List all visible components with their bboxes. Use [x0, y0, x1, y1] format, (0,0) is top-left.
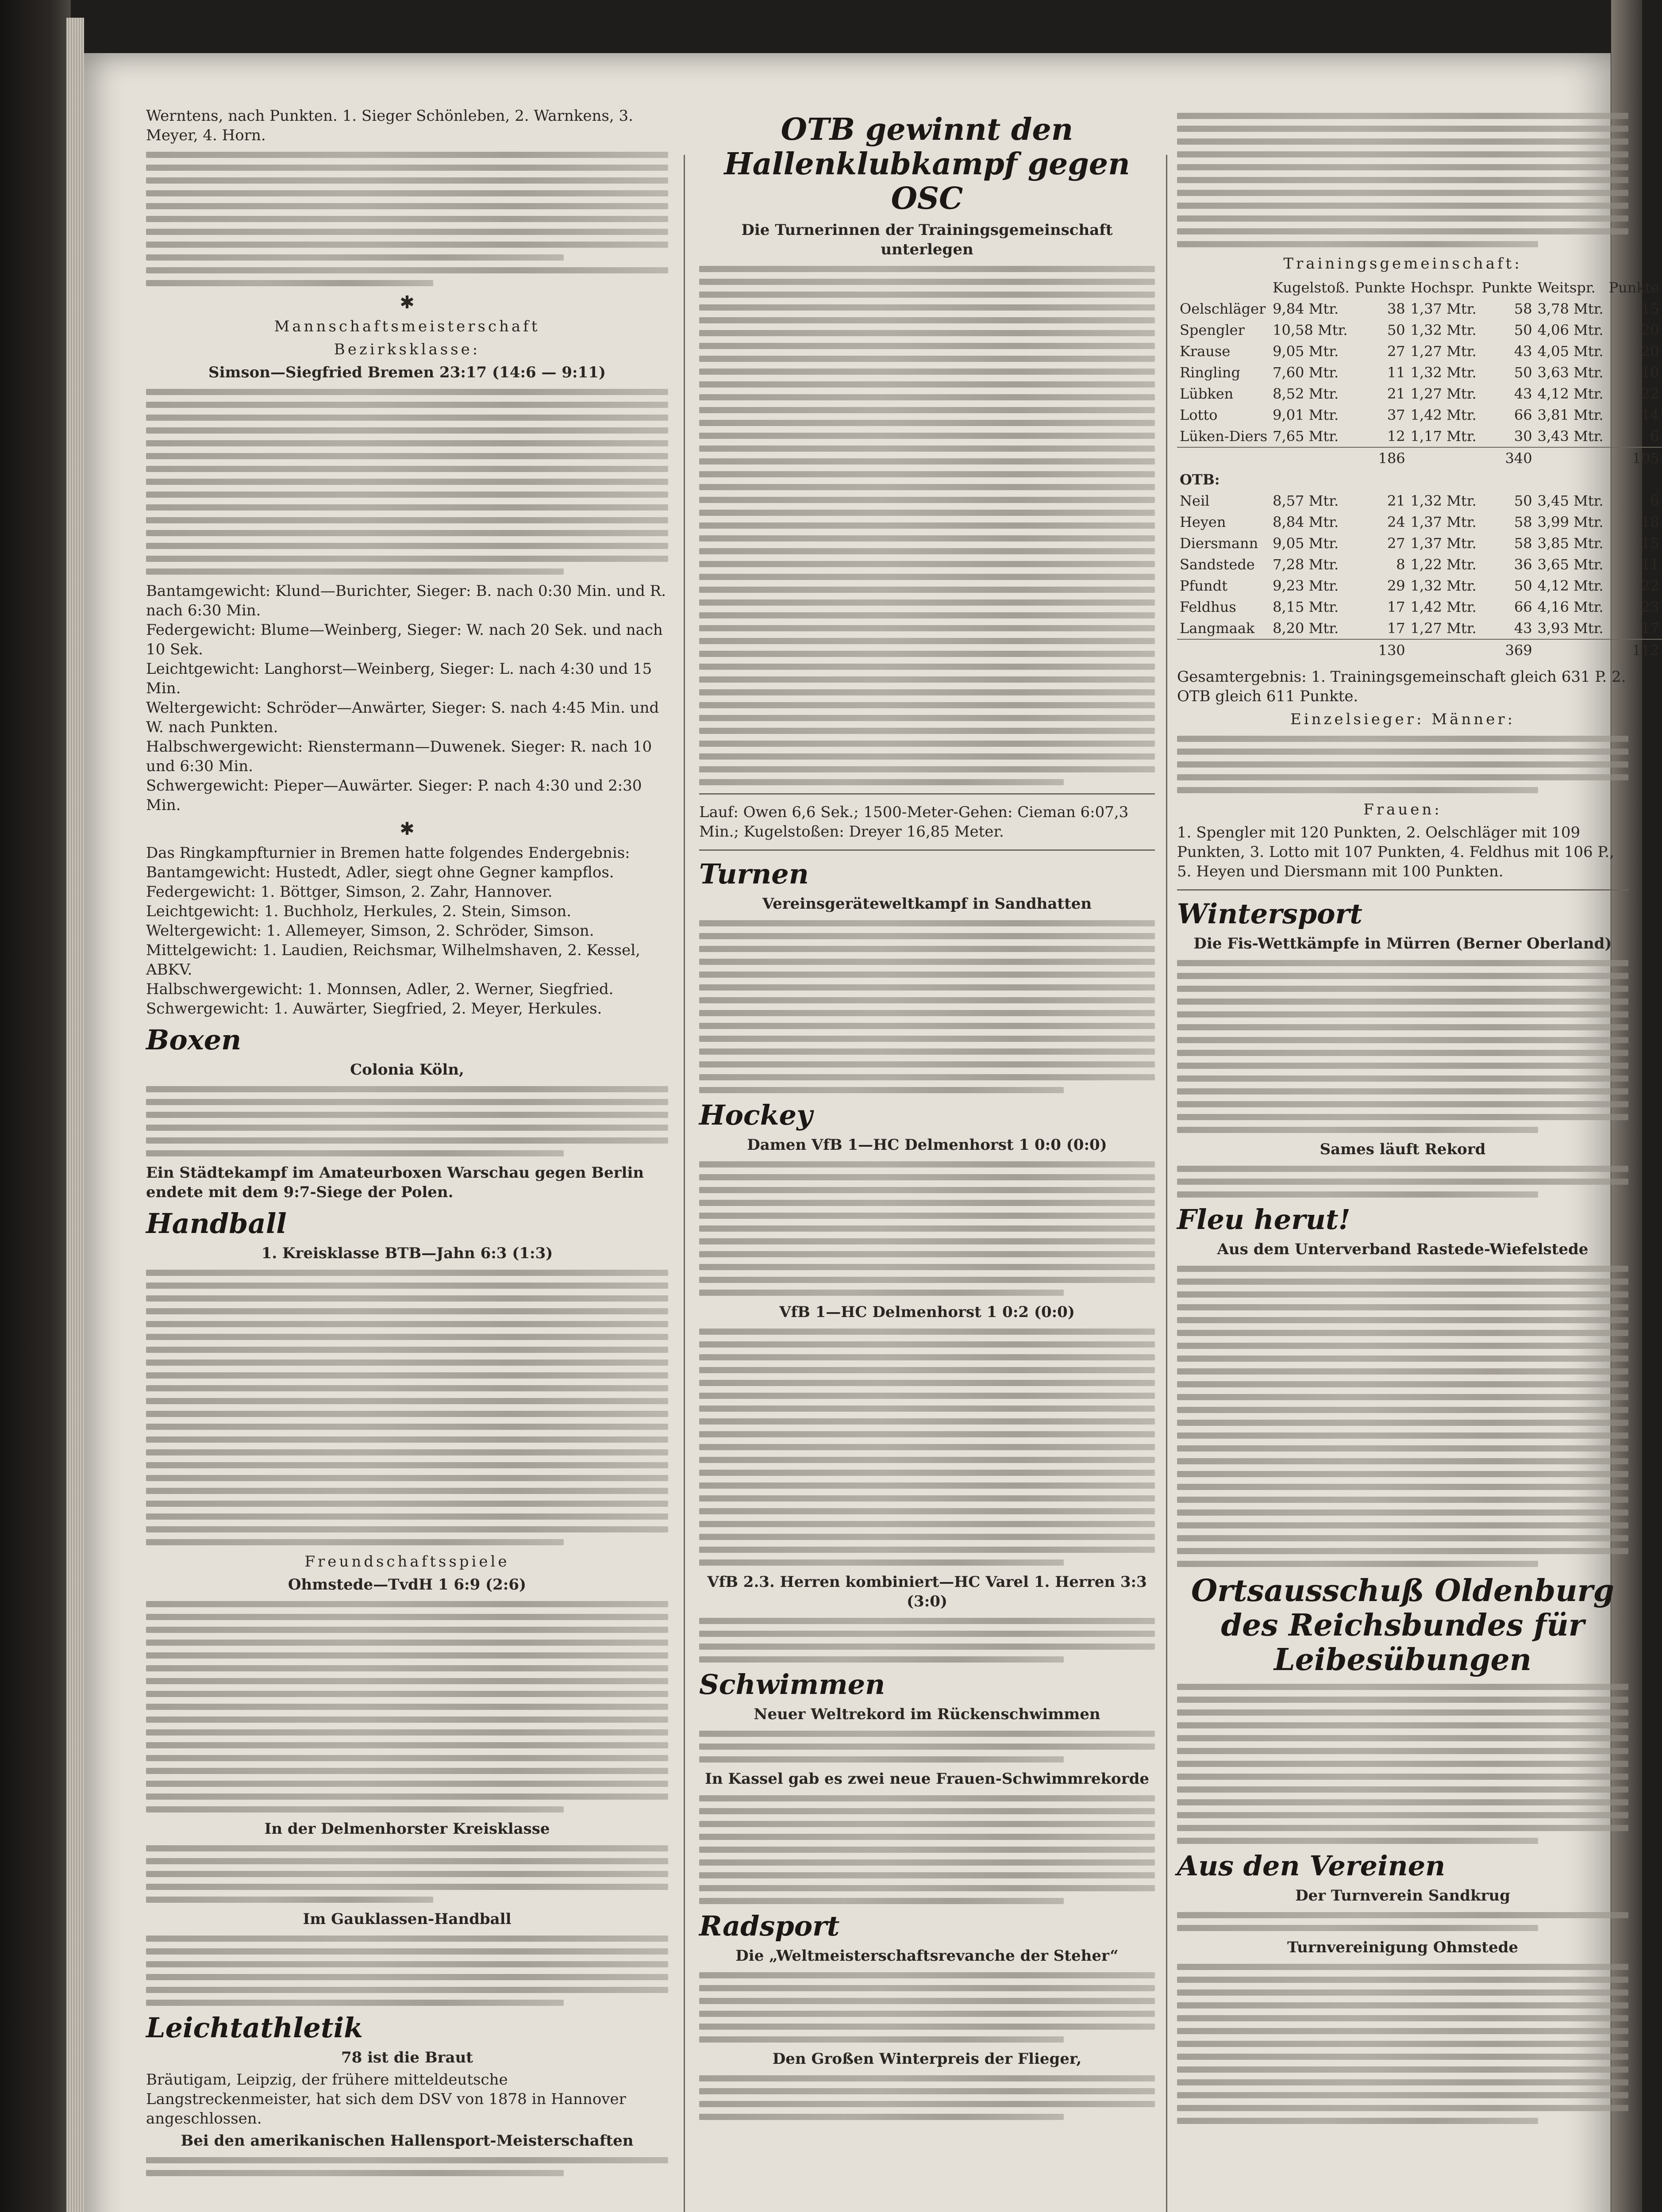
- tournament-heading: Das Ringkampfturnier in Bremen hatte folgendes Endergebnis:: [146, 844, 630, 862]
- body-text: [699, 1329, 1155, 1566]
- table-cell: 1,32 Mtr.: [1410, 492, 1477, 509]
- table-row: [1177, 383, 1662, 404]
- table-row: [1177, 554, 1662, 575]
- team-match: Simson—Siegfried Bremen 23:17 (14:6 — 9:11): [208, 364, 606, 381]
- page-edges: [66, 18, 84, 2212]
- table-row: [1177, 490, 1662, 511]
- friendly-match: Ohmstede—TvdH 1 6:9 (2:6): [288, 1576, 527, 1594]
- main-headline: OTB gewinnt den Hallenklubkampf gegen OSC: [724, 112, 1130, 216]
- section-heading-swimming: Schwimmen: [699, 1668, 885, 1701]
- body-text: [146, 1270, 668, 1545]
- delmenhorst-subheading: In der Delmenhorster Kreisklasse: [264, 1820, 550, 1838]
- athlete-name: Diersmann: [1180, 535, 1258, 552]
- hockey-subheading: VfB 1—HC Delmenhorst 1 0:2 (0:0): [779, 1303, 1075, 1321]
- table-cell: 50: [1514, 492, 1532, 509]
- table-cell: 3,78 Mtr.: [1537, 300, 1604, 317]
- total-cell: [1535, 447, 1606, 469]
- table-cell: 1,37 Mtr.: [1410, 514, 1477, 530]
- athlete-name: Heyen: [1180, 514, 1226, 530]
- table-cell: 15: [1641, 300, 1659, 317]
- indoor-subheading: Bei den amerikanischen Hallensport-Meisterschaften: [181, 2132, 634, 2150]
- table-cell: 1,22 Mtr.: [1410, 556, 1477, 573]
- table-cell: 38: [1387, 300, 1405, 317]
- athlete-name: Lübken: [1180, 385, 1234, 402]
- table-cell: 21: [1387, 385, 1405, 402]
- total-cell: 112: [1606, 639, 1662, 661]
- total-cell: [1177, 639, 1270, 661]
- handball-subheading: 1. Kreisklasse BTB—Jahn 6:3 (1:3): [261, 1244, 553, 1262]
- tournament-result: Federgewicht: 1. Böttger, Simson, 2. Zahr, Hannover.: [146, 883, 553, 901]
- table-cell: 1,42 Mtr.: [1410, 599, 1477, 615]
- tournament-result: Mittelgewicht: 1. Laudien, Reichsmar, Wilhelmshaven, 2. Kessel, ABKV.: [146, 941, 640, 979]
- table-cell: 3,85 Mtr.: [1537, 535, 1604, 552]
- body-text: [146, 1086, 668, 1156]
- body-text: [146, 1845, 668, 1903]
- table-cell: 1,32 Mtr.: [1410, 577, 1477, 594]
- table-cell: 17: [1641, 620, 1659, 637]
- table-header-cell: Weitspr.: [1537, 279, 1596, 296]
- table-cell: 11: [1641, 556, 1659, 573]
- total-cell: [1270, 447, 1352, 469]
- table-cell: 27: [1387, 343, 1405, 360]
- table-cell: 8: [1396, 556, 1405, 573]
- friendly-heading: Freundschaftsspiele: [304, 1553, 510, 1571]
- section-heading-clubs: Aus den Vereinen: [1177, 1850, 1446, 1882]
- weight-class-entry: Schwergewicht: Pieper—Auwärter. Sieger: P. nach 4:30 und 2:30 Min.: [146, 777, 642, 814]
- body-text: [699, 1972, 1155, 2043]
- table-header-cell: Hochspr.: [1410, 279, 1475, 296]
- body-text: [1177, 1266, 1628, 1567]
- athlete-name: Krause: [1180, 343, 1231, 360]
- table-cell: 8,15 Mtr.: [1273, 599, 1339, 615]
- total-cell: [1408, 447, 1479, 469]
- hockey-subheading: VfB 2.3. Herren kombiniert—HC Varel 1. Herren 3:3 (3:0): [707, 1573, 1147, 1610]
- table-cell: 3,93 Mtr.: [1537, 620, 1604, 637]
- tournament-result: Weltergewicht: 1. Allemeyer, Simson, 2. Schröder, Simson.: [146, 922, 594, 940]
- table-cell: 36: [1514, 556, 1532, 573]
- table-cell: 4,12 Mtr.: [1537, 385, 1604, 402]
- otb-label-row: [1177, 469, 1662, 490]
- body-text: [146, 1936, 668, 2006]
- section-heading-oldenburg: Ortsausschuß Oldenburg des Reichsbundes für Leibesübungen: [1191, 1573, 1615, 1678]
- total-cell: 105: [1606, 447, 1662, 469]
- weight-class-list: [146, 581, 668, 815]
- section-heading-handball: Handball: [146, 1207, 287, 1240]
- body-text: [699, 1795, 1155, 1904]
- book-binding-left: [0, 0, 71, 2212]
- table-cell: 66: [1514, 599, 1532, 615]
- table-cell: 3,45 Mtr.: [1537, 492, 1604, 509]
- section-heading-boxing: Boxen: [146, 1024, 242, 1056]
- table-cell: 15: [1641, 535, 1659, 552]
- table-cell: 6: [1650, 492, 1659, 509]
- table-cell: 23: [1641, 599, 1659, 615]
- table-cell: 43: [1514, 620, 1532, 637]
- swim-subheading: In Kassel gab es zwei neue Frauen-Schwimmrekorde: [704, 1770, 1150, 1788]
- results-table: [1177, 277, 1662, 661]
- table-cell: 4,12 Mtr.: [1537, 577, 1604, 594]
- body-text: [1177, 1684, 1628, 1844]
- table-row: [1177, 341, 1662, 362]
- table-cell: 20: [1641, 322, 1659, 338]
- table-cell: 8,57 Mtr.: [1273, 492, 1339, 509]
- table-row: [1177, 298, 1662, 319]
- table-cell: 3,63 Mtr.: [1537, 364, 1604, 381]
- weight-class-entry: Halbschwergewicht: Rienstermann—Duwenek. Sieger: R. nach 10 und 6:30 Min.: [146, 738, 652, 775]
- table-cell: 6: [1650, 428, 1659, 445]
- cycling-subheading: Die „Weltmeisterschaftsrevanche der Steher“: [735, 1947, 1119, 1965]
- table-cell: 30: [1514, 428, 1532, 445]
- table-header-row: [1177, 277, 1662, 298]
- table-cell: 1,32 Mtr.: [1410, 322, 1477, 338]
- tournament-results: [146, 863, 668, 1018]
- table-cell: 8,52 Mtr.: [1273, 385, 1339, 402]
- athlete-name: Lüken-Diers: [1180, 428, 1268, 445]
- body-text: [146, 1601, 668, 1813]
- tournament-result: Leichtgewicht: 1. Buchholz, Herkules, 2. Stein, Simson.: [146, 902, 572, 920]
- table-cell: 50: [1514, 364, 1532, 381]
- table-cell: 4,06 Mtr.: [1537, 322, 1604, 338]
- table-cell: 7,65 Mtr.: [1273, 428, 1339, 445]
- clubs-subheading: Turnvereinigung Ohmstede: [1287, 1939, 1519, 1956]
- column-rule-left: [684, 155, 685, 2212]
- table-cell: 4,05 Mtr.: [1537, 343, 1604, 360]
- total-cell: [1535, 639, 1606, 661]
- table-row: [1177, 618, 1662, 639]
- boxing-closing: Ein Städtekampf im Amateurboxen Warschau gegen Berlin endete mit dem 9:7-Siege der Polen.: [146, 1164, 644, 1201]
- table-header-cell: [1177, 277, 1270, 298]
- intro-line: Werntens, nach Punkten. 1. Sieger Schönleben, 2. Warnkens, 3. Meyer, 4. Horn.: [146, 107, 633, 144]
- table-row: [1177, 533, 1662, 554]
- table-header-cell: Punkte: [1608, 279, 1659, 296]
- table-cell: 17: [1387, 599, 1405, 615]
- body-text: [699, 1731, 1155, 1763]
- athlete-name: Feldhus: [1180, 599, 1236, 615]
- table-cell: 50: [1514, 577, 1532, 594]
- table-row: [1177, 575, 1662, 596]
- table-cell: 9,01 Mtr.: [1273, 407, 1339, 423]
- section-divider: ✱: [400, 292, 415, 313]
- section-heading-cycling: Radsport: [699, 1910, 840, 1942]
- table-cell: 9,05 Mtr.: [1273, 343, 1339, 360]
- table-cell: 14: [1641, 407, 1659, 423]
- gauklassen-subheading: Im Gauklassen-Handball: [303, 1910, 512, 1928]
- table-cell: 8,84 Mtr.: [1273, 514, 1339, 530]
- table-cell: 43: [1514, 343, 1532, 360]
- table-cell: 7,28 Mtr.: [1273, 556, 1339, 573]
- athletics-subheading: 78 ist die Braut: [341, 2049, 473, 2066]
- column-left: [146, 106, 668, 2212]
- athlete-name: Langmaak: [1180, 620, 1255, 637]
- body-text: [699, 266, 1155, 785]
- overall-result: Gesamtergebnis: 1. Trainingsgemeinschaft gleich 631 P. 2. OTB gleich 611 Punkte.: [1177, 668, 1626, 705]
- section-heading-athletics: Leichtathletik: [146, 2012, 363, 2044]
- main-subheading: Die Turnerinnen der Trainingsgemeinschaft unterlegen: [741, 221, 1113, 258]
- table-cell: 58: [1514, 300, 1532, 317]
- table-cell: 8,20 Mtr.: [1273, 620, 1339, 637]
- table-cell: 3,43 Mtr.: [1537, 428, 1604, 445]
- section-rule: [699, 793, 1155, 795]
- table-title: Trainingsgemeinschaft:: [1283, 255, 1522, 273]
- table-cell: 7,60 Mtr.: [1273, 364, 1339, 381]
- table-cell: 1,27 Mtr.: [1410, 343, 1477, 360]
- section-heading-turnen: Turnen: [699, 858, 809, 890]
- body-text: [1177, 1964, 1628, 2124]
- weight-class-entry: Bantamgewicht: Klund—Burichter, Sieger: B. nach 0:30 Min. und R. nach 6:30 Min.: [146, 582, 666, 619]
- total-cell: [1408, 639, 1479, 661]
- table-cell: 3,99 Mtr.: [1537, 514, 1604, 530]
- table-cell: 29: [1387, 577, 1405, 594]
- tournament-result: Halbschwergewicht: 1. Monnsen, Adler, 2. Werner, Siegfried.: [146, 980, 614, 998]
- table-cell: 58: [1514, 514, 1532, 530]
- body-text: [1177, 113, 1628, 247]
- table-total-row: [1177, 639, 1662, 661]
- table-cell: 66: [1514, 407, 1532, 423]
- section-rule: [1177, 889, 1628, 891]
- table-cell: 12: [1387, 428, 1405, 445]
- table-header-cell: Punkte: [1481, 279, 1532, 296]
- athlete-name: Spengler: [1180, 322, 1245, 338]
- single-winners-title: Einzelsieger: Männer:: [1290, 710, 1516, 728]
- total-cell: [1177, 447, 1270, 469]
- table-cell: 1,17 Mtr.: [1410, 428, 1477, 445]
- table-cell: 37: [1387, 407, 1405, 423]
- section-rule: [699, 849, 1155, 851]
- table-cell: 1,37 Mtr.: [1410, 535, 1477, 552]
- athletics-text: Bräutigam, Leipzig, der frühere mitteldeutsche Langstreckenmeister, hat sich dem DSV von 1878 in Hannover angeschlossen.: [146, 2071, 626, 2128]
- table-cell: 50: [1514, 322, 1532, 338]
- body-text: [146, 389, 668, 575]
- athlete-name: Lotto: [1180, 407, 1218, 423]
- table-row: [1177, 596, 1662, 618]
- table-cell: 11: [1387, 364, 1405, 381]
- women-results: 1. Spengler mit 120 Punkten, 2. Oelschläger mit 109 Punkten, 3. Lotto mit 107 Punkten, 4. Feldhus mit 106 P., 5. Heyen und Diersmann mit 100 Punkten.: [1177, 824, 1615, 880]
- table-header-cell: Punkte: [1354, 279, 1405, 296]
- body-text: [699, 2075, 1155, 2120]
- total-cell: 369: [1479, 639, 1535, 661]
- table-row: [1177, 511, 1662, 533]
- team-subtitle: Bezirksklasse:: [334, 341, 481, 358]
- fleu-subheading: Aus dem Unterverband Rastede-Wiefelstede: [1217, 1240, 1589, 1258]
- table-cell: 3,65 Mtr.: [1537, 556, 1604, 573]
- section-heading-hockey: Hockey: [699, 1099, 813, 1131]
- training-rows: [1177, 298, 1662, 447]
- lauf-line: Lauf: Owen 6,6 Sek.; 1500-Meter-Gehen: Cieman 6:07,3 Min.; Kugelstoßen: Dreyer 16,85 Meter.: [699, 803, 1129, 841]
- athlete-name: Sandstede: [1180, 556, 1255, 573]
- otb-label: OTB:: [1180, 471, 1220, 488]
- table-cell: 50: [1387, 322, 1405, 338]
- table-cell: 22: [1641, 577, 1659, 594]
- table-row: [1177, 426, 1662, 447]
- table-cell: 17: [1387, 620, 1405, 637]
- turnen-subheading: Vereinsgeräteweltkampf in Sandhatten: [762, 895, 1092, 913]
- athlete-name: Ringling: [1180, 364, 1240, 381]
- cycling-subheading: Den Großen Winterpreis der Flieger,: [772, 2050, 1082, 2068]
- table-cell: 9,84 Mtr.: [1273, 300, 1339, 317]
- table-header-cell: Kugelstoß.: [1273, 279, 1350, 296]
- weight-class-entry: Federgewicht: Blume—Weinberg, Sieger: W. nach 20 Sek. und nach 10 Sek.: [146, 621, 663, 658]
- table-cell: 1,37 Mtr.: [1410, 300, 1477, 317]
- table-cell: 10: [1641, 364, 1659, 381]
- section-heading-fleu: Fleu herut!: [1177, 1203, 1350, 1236]
- table-cell: 1,27 Mtr.: [1410, 385, 1477, 402]
- table-cell: 20: [1641, 343, 1659, 360]
- table-cell: 18: [1641, 514, 1659, 530]
- table-cell: 9,05 Mtr.: [1273, 535, 1339, 552]
- table-cell: 9,23 Mtr.: [1273, 577, 1339, 594]
- boxing-subheading: Colonia Köln,: [350, 1061, 464, 1079]
- total-cell: [1270, 639, 1352, 661]
- total-cell: 186: [1352, 447, 1408, 469]
- table-cell: 3,81 Mtr.: [1537, 407, 1604, 423]
- body-text: [699, 920, 1155, 1093]
- body-text: [1177, 1912, 1628, 1931]
- body-text: [699, 1618, 1155, 1663]
- hockey-subheading: Damen VfB 1—HC Delmenhorst 1 0:0 (0:0): [747, 1136, 1107, 1154]
- table-cell: 1,32 Mtr.: [1410, 364, 1477, 381]
- table-cell: 43: [1514, 385, 1532, 402]
- table-cell: 10,58 Mtr.: [1273, 322, 1348, 338]
- athlete-name: Pfundt: [1180, 577, 1227, 594]
- body-text: [1177, 1166, 1628, 1198]
- table-row: [1177, 319, 1662, 341]
- body-text: [1177, 960, 1628, 1133]
- winter-subheading: Die Fis-Wettkämpfe in Mürren (Berner Oberland): [1193, 935, 1612, 952]
- tournament-result: Schwergewicht: 1. Auwärter, Siegfried, 2. Meyer, Herkules.: [146, 1000, 602, 1018]
- athlete-name: Neil: [1180, 492, 1210, 509]
- weight-class-entry: Leichtgewicht: Langhorst—Weinberg, Sieger: L. nach 4:30 und 15 Min.: [146, 660, 652, 697]
- team-title: Mannschaftsmeisterschaft: [274, 318, 540, 335]
- table-row: [1177, 404, 1662, 426]
- body-text: [146, 152, 668, 286]
- otb-rows: [1177, 490, 1662, 639]
- column-rule-right: [1166, 155, 1167, 2212]
- athlete-name: Oelschläger: [1180, 300, 1266, 317]
- column-right: [1177, 106, 1659, 2212]
- table-cell: 21: [1387, 492, 1405, 509]
- table-cell: 58: [1514, 535, 1532, 552]
- winter-subheading: Sames läuft Rekord: [1320, 1141, 1486, 1158]
- table-cell: 24: [1387, 514, 1405, 530]
- total-cell: 130: [1352, 639, 1408, 661]
- section-heading-wintersport: Wintersport: [1177, 898, 1362, 930]
- section-divider: ✱: [400, 819, 415, 839]
- table-row: [1177, 362, 1662, 383]
- total-cell: 340: [1479, 447, 1535, 469]
- table-total-row: [1177, 447, 1662, 469]
- body-text: [699, 1161, 1155, 1296]
- table-cell: 4,16 Mtr.: [1537, 599, 1604, 615]
- swim-subheading: Neuer Weltrekord im Rückenschwimmen: [754, 1705, 1100, 1723]
- table-cell: 27: [1387, 535, 1405, 552]
- body-text: [146, 2157, 668, 2176]
- body-text: [1177, 736, 1628, 793]
- table-cell: 1,27 Mtr.: [1410, 620, 1477, 637]
- clubs-subheading: Der Turnverein Sandkrug: [1295, 1887, 1510, 1905]
- tournament-result: Bantamgewicht: Hustedt, Adler, siegt ohne Gegner kampflos.: [146, 864, 614, 881]
- table-cell: 1,42 Mtr.: [1410, 407, 1477, 423]
- women-title: Frauen:: [1363, 801, 1442, 818]
- table-cell: 22: [1641, 385, 1659, 402]
- weight-class-entry: Weltergewicht: Schröder—Anwärter, Sieger: S. nach 4:45 Min. und W. nach Punkten.: [146, 699, 659, 736]
- column-middle: [699, 106, 1155, 2212]
